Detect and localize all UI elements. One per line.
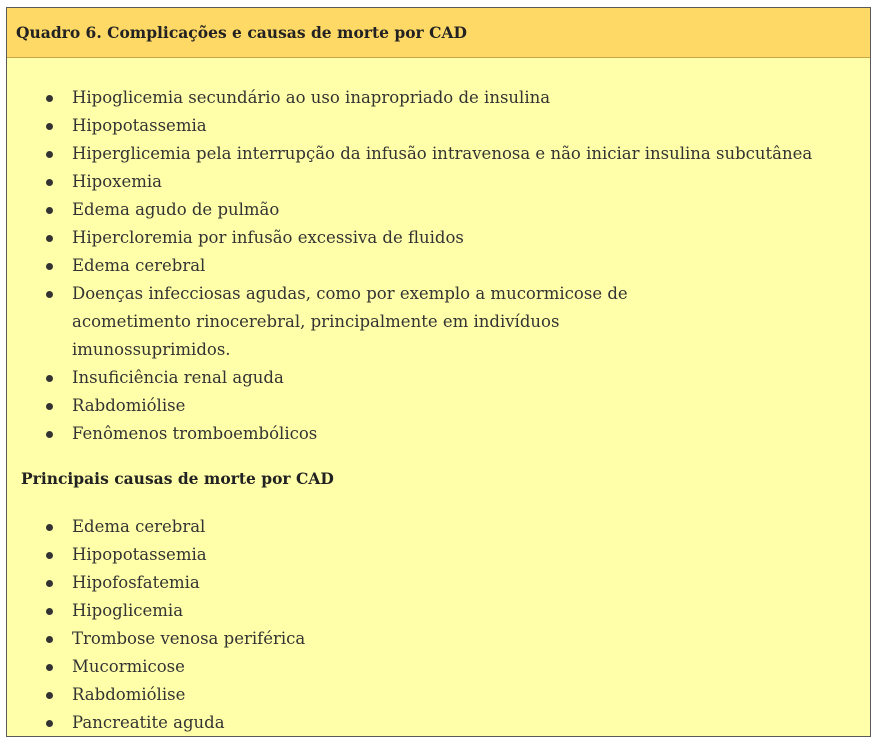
bullet-icon xyxy=(46,235,53,242)
bullet-icon xyxy=(46,431,53,438)
list-item: Hipercloremia por infusão excessiva de fluidos xyxy=(21,224,862,252)
list-item: Edema cerebral xyxy=(21,513,862,541)
bullet-icon xyxy=(46,580,53,587)
bullet-icon xyxy=(46,207,53,214)
list-item: Edema cerebral xyxy=(21,252,862,280)
section-title: Principais causas de morte por CAD xyxy=(21,469,334,488)
list-item: Hipoglicemia secundário ao uso inapropriado de insulina xyxy=(21,84,862,112)
list-item: Insuficiência renal aguda xyxy=(21,364,862,392)
bullet-icon xyxy=(46,375,53,382)
list-item: Rabdomiólise xyxy=(21,681,862,709)
info-box xyxy=(6,7,871,737)
list-item: Hipopotassemia xyxy=(21,541,862,569)
box-header xyxy=(7,8,870,58)
bullet-icon xyxy=(46,291,53,298)
list-item: Edema agudo de pulmão xyxy=(21,196,862,224)
box-title: Quadro 6. Complicações e causas de morte por CAD xyxy=(16,23,467,42)
list-item: Hipofosfatemia xyxy=(21,569,862,597)
list-item: Hipopotassemia xyxy=(21,112,862,140)
bullet-icon xyxy=(46,552,53,559)
bullet-icon xyxy=(46,692,53,699)
bullet-icon xyxy=(46,524,53,531)
list-item: Hiperglicemia pela interrupção da infusão intravenosa e não iniciar insulina subcutânea xyxy=(21,140,862,168)
bullet-icon xyxy=(46,636,53,643)
list-item: Doenças infecciosas agudas, como por exemplo a mucormicose de acometimento rinocerebral, principalmente em indivíduos imunossuprimidos. xyxy=(21,280,672,364)
bullet-icon xyxy=(46,720,53,727)
bullet-icon xyxy=(46,95,53,102)
bullet-icon xyxy=(46,263,53,270)
list-item: Hipoxemia xyxy=(21,168,862,196)
bullet-icon xyxy=(46,608,53,615)
list-item: Pancreatite aguda xyxy=(21,709,862,737)
list-item: Rabdomiólise xyxy=(21,392,862,420)
complications-list xyxy=(21,84,870,448)
bullet-icon xyxy=(46,403,53,410)
list-item: Hipoglicemia xyxy=(21,597,862,625)
list-item: Mucormicose xyxy=(21,653,862,681)
bullet-icon xyxy=(46,664,53,671)
list-item: Fenômenos tromboembólicos xyxy=(21,420,862,448)
bullet-icon xyxy=(46,151,53,158)
bullet-icon xyxy=(46,123,53,130)
box-body xyxy=(7,84,870,737)
list-item: Trombose venosa periférica xyxy=(21,625,862,653)
death-causes-list xyxy=(21,513,870,737)
bullet-icon xyxy=(46,179,53,186)
